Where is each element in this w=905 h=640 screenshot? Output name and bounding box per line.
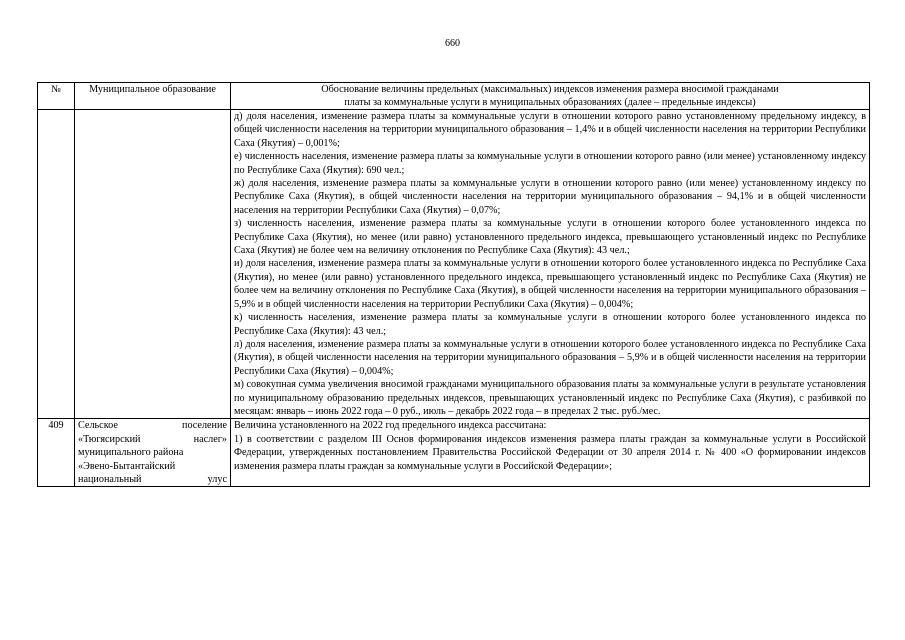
muni-line: «Эвено-Бытантайский <box>78 460 176 472</box>
paragraph-z: з) численность населения, изменение размера платы за коммунальные услуги в отношении которого более установленного индекса по Республике Саха (Якутия), но менее (или равно) установленного предельного индекса, превышающего установленный индекс по Республике Саха (Якутия) не более чем на величину отклонения по Республике Саха (Якутия): 43 чел.; <box>234 218 866 257</box>
header-number: № <box>38 83 75 110</box>
header-municipality: Муниципальное образование <box>75 83 231 110</box>
paragraph-intro: Величина установленного на 2022 год предельного индекса рассчитана: <box>234 420 547 432</box>
header-basis <box>231 83 870 110</box>
muni-line: Сельское поселение <box>78 420 227 432</box>
header-basis-line1: Обоснование величины предельных (максимальных) индексов изменения размера вносимой гражданами <box>321 84 779 95</box>
cell-basis-continued <box>231 110 870 419</box>
table-row-409 <box>38 419 870 487</box>
muni-line: муниципального района <box>78 447 184 459</box>
indices-table <box>37 82 870 487</box>
paragraph-e: е) численность населения, изменение размера платы за коммунальные услуги в отношении которого равно (или менее) установленному индексу по Республике Саха (Якутия): 690 чел.; <box>234 151 866 176</box>
paragraph-l: л) доля населения, изменение размера платы за коммунальные услуги в отношении которого более установленного индекса по Республике Саха (Якутия), в общей численности населения на территории муниципального образования – 5,9% и в общей численности населения на территории Республики Саха (Якутия) – 0,004%; <box>234 338 866 377</box>
cell-municipality-empty <box>75 110 231 419</box>
paragraph-1: 1) в соответствии с разделом III Основ формирования индексов изменения размера платы граждан за коммунальные услуги в Российской Федерации, утвержденных постановлением Правительства Российской Федерации от 30 апреля 2014 г. № 400 «О формировании индексов изменения размера платы граждан за коммунальные услуги в Российской Федерации»; <box>234 433 866 472</box>
muni-line: «Тюгясирский наслег» <box>78 433 227 445</box>
row-number: 409 <box>38 419 75 487</box>
paragraph-zh: ж) доля населения, изменение размера платы за коммунальные услуги в отношении которого равно (или менее) установленному индексу по Республике Саха (Якутия), в общей численности населения на территории муниципального образования – 94,1% и в общей численности населения на территории Республики Саха (Якутия) – 0,07%; <box>234 178 866 216</box>
paragraph-m: м) совокупная сумма увеличения вносимой гражданами муниципального образования платы за коммунальные услуги в результате установления по муниципальному образованию предельных индексов, превышающих установленный индекс по Республике Саха (Якутия), с разбивкой по месяцам: январь – июнь 2022 года – 0 руб., июль – декабрь 2022 года – в пределах 2 тыс. руб./мес. <box>234 379 866 417</box>
table-header-row <box>38 83 870 110</box>
paragraph-k: к) численность населения, изменение размера платы за коммунальные услуги в отношении которого более установленного индекса по Республике Саха (Якутия): 43 чел.; <box>234 312 866 337</box>
page-number: 660 <box>445 38 460 49</box>
municipality-name <box>75 419 231 487</box>
cell-number-empty <box>38 110 75 419</box>
paragraph-i: и) доля населения, изменение размера платы за коммунальные услуги в отношении которого более установленного индекса по Республике Саха (Якутия), но менее (или равно) установленного предельного индекса, превышающего установленный индекс по Республике Саха (Якутия) не более чем на величину отклонения по Республике Саха (Якутия), в общей численности населения на территории муниципального образования – 5,9% и в общей численности населения на территории Республики Саха (Якутия) – 0,004%; <box>234 258 866 310</box>
cell-basis-409 <box>231 419 870 487</box>
header-basis-line2: платы за коммунальные услуги в муниципальных образованиях (далее – предельные индексы) <box>344 97 756 108</box>
table-row-continued <box>38 110 870 419</box>
paragraph-d: д) доля населения, изменение размера платы за коммунальные услуги в отношении которого равно установленному предельному индексу, в общей численности населения на территории муниципального образования – 1,4% и в общей численности населения на территории Республики Саха (Якутия) – 0,001%; <box>234 111 866 149</box>
muni-line: национальный улус <box>78 473 227 485</box>
